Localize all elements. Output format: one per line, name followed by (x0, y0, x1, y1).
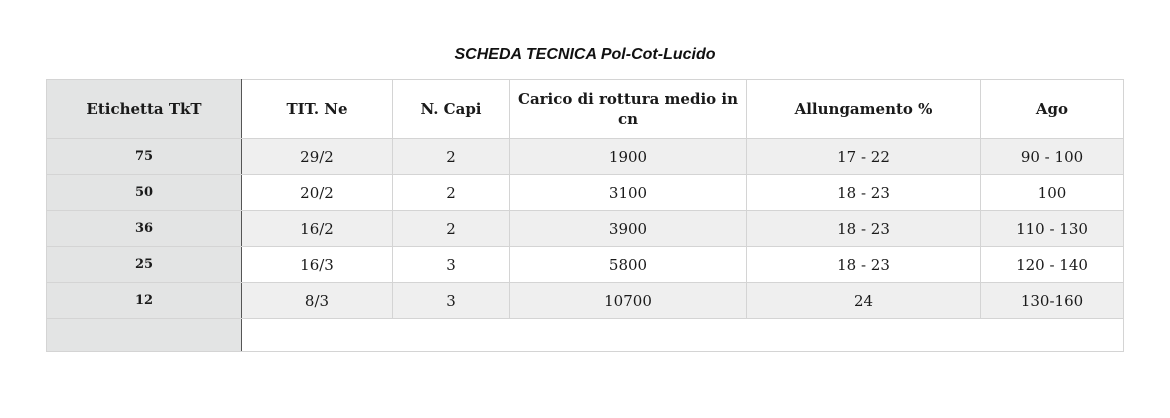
cell-capi: 3 (393, 283, 510, 319)
spec-table (46, 79, 1124, 352)
cell-capi: 2 (393, 139, 510, 175)
header-carico-rottura: Carico di rottura medio in cn (510, 80, 747, 139)
cell-carico-rottura: 1900 (510, 139, 747, 175)
cell-etichetta: 25 (47, 247, 242, 283)
table-row (47, 247, 1124, 283)
cell-carico-rottura: 5800 (510, 247, 747, 283)
header-titolo: TIT. Ne (242, 80, 393, 139)
cell-etichetta: 12 (47, 283, 242, 319)
table-row-empty (47, 319, 1124, 352)
cell-allungamento: 18 - 23 (747, 211, 981, 247)
cell-titolo: 29/2 (242, 139, 393, 175)
table-row (47, 211, 1124, 247)
cell-allungamento: 24 (747, 283, 981, 319)
table-row (47, 283, 1124, 319)
cell-ago: 110 - 130 (981, 211, 1124, 247)
cell-capi: 3 (393, 247, 510, 283)
header-allungamento: Allungamento % (747, 80, 981, 139)
cell-ago: 120 - 140 (981, 247, 1124, 283)
cell-capi: 2 (393, 175, 510, 211)
cell-ago: 90 - 100 (981, 139, 1124, 175)
cell-etichetta: 75 (47, 139, 242, 175)
cell-ago: 130-160 (981, 283, 1124, 319)
cell-carico-rottura: 10700 (510, 283, 747, 319)
cell-titolo: 16/2 (242, 211, 393, 247)
cell-ago: 100 (981, 175, 1124, 211)
cell-empty-merged (242, 319, 1124, 352)
table-row (47, 139, 1124, 175)
cell-capi: 2 (393, 211, 510, 247)
cell-etichetta: 50 (47, 175, 242, 211)
cell-etichetta: 36 (47, 211, 242, 247)
cell-titolo: 8/3 (242, 283, 393, 319)
cell-carico-rottura: 3900 (510, 211, 747, 247)
cell-carico-rottura: 3100 (510, 175, 747, 211)
header-ago: Ago (981, 80, 1124, 139)
cell-titolo: 20/2 (242, 175, 393, 211)
cell-empty (47, 319, 242, 352)
sheet-title: SCHEDA TECNICA Pol-Cot-Lucido (454, 46, 716, 63)
header-capi: N. Capi (393, 80, 510, 139)
cell-allungamento: 17 - 22 (747, 139, 981, 175)
table-row (47, 175, 1124, 211)
header-etichetta: Etichetta TkT (47, 80, 242, 139)
cell-allungamento: 18 - 23 (747, 175, 981, 211)
cell-titolo: 16/3 (242, 247, 393, 283)
cell-allungamento: 18 - 23 (747, 247, 981, 283)
table-header-row (47, 80, 1124, 139)
